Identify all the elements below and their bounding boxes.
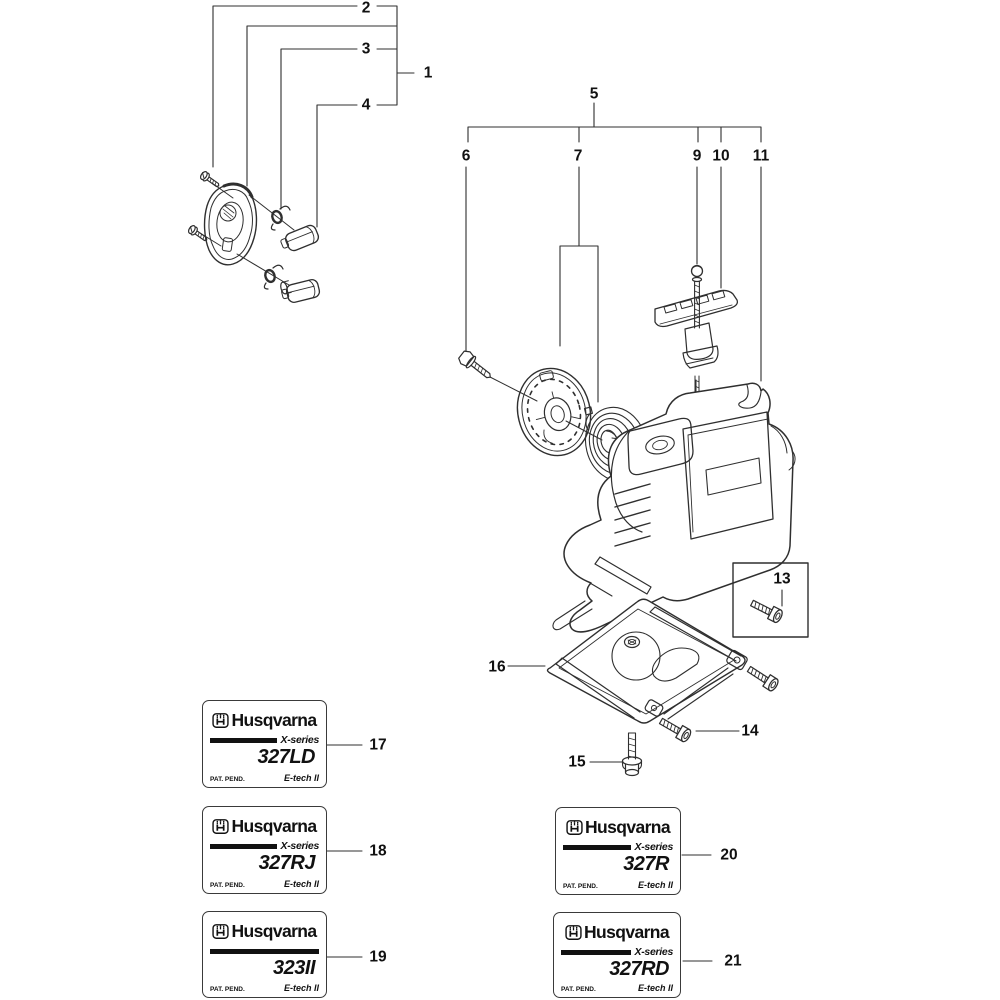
husqvarna-logo-icon [212, 818, 229, 835]
decal-323ii [202, 911, 327, 998]
decal-pat-pend: PAT. PEND. [210, 776, 245, 783]
decal-series: X-series [280, 840, 319, 852]
decal-brand: Husqvarna [231, 710, 317, 730]
callout-1: 1 [423, 64, 433, 82]
decal-327r [555, 807, 681, 895]
decal-edition: E-tech II [283, 983, 319, 993]
mount-assembly-drawing [187, 170, 321, 305]
decal-edition: E-tech II [637, 983, 673, 993]
callout-20: 20 [720, 846, 738, 864]
callout-15: 15 [568, 753, 586, 771]
screw-15-drawing [623, 733, 642, 776]
callout-5: 5 [589, 85, 599, 103]
decal-brand-row [210, 710, 319, 731]
decal-bar [563, 845, 631, 850]
decal-brand: Husqvarna [231, 816, 317, 836]
decal-pat-pend: PAT. PEND. [561, 986, 596, 993]
decal-brand-row [210, 816, 319, 837]
callout-18: 18 [369, 842, 387, 860]
decal-brand-row [210, 921, 319, 942]
decal-model: 323II [273, 957, 315, 979]
husqvarna-logo-icon [212, 712, 229, 729]
husqvarna-logo-icon [565, 924, 582, 941]
callout-10: 10 [712, 147, 730, 165]
decal-327rj [202, 806, 327, 894]
decal-model: 327LD [257, 746, 315, 768]
decal-brand-row [563, 817, 673, 838]
starter-housing-drawing [553, 383, 795, 632]
decal-brand-row [561, 922, 673, 943]
callout-3: 3 [361, 40, 371, 58]
decal-model: 327R [623, 853, 669, 875]
callout-21: 21 [724, 952, 742, 970]
decal-bar [210, 738, 277, 743]
callout-2: 2 [361, 0, 371, 17]
decal-brand: Husqvarna [584, 817, 671, 837]
decal-edition: E-tech II [283, 773, 319, 783]
decal-bar [210, 844, 277, 849]
decal-edition: E-tech II [283, 879, 319, 889]
callout-9: 9 [692, 147, 702, 165]
callout-16: 16 [488, 658, 506, 676]
decal-bar [561, 950, 631, 955]
decal-brand: Husqvarna [583, 922, 670, 942]
callout-11: 11 [752, 147, 770, 165]
decal-series: X-series [634, 841, 673, 853]
husqvarna-logo-icon [566, 819, 583, 836]
decal-327ld [202, 700, 327, 788]
decal-bar [210, 949, 319, 954]
decal-327rd [553, 912, 681, 998]
starter-bolt-drawing [457, 349, 495, 383]
callout-4: 4 [361, 96, 371, 114]
decal-series: X-series [280, 734, 319, 746]
callout-13: 13 [773, 570, 791, 588]
callout-17: 17 [369, 736, 387, 754]
decal-pat-pend: PAT. PEND. [563, 883, 598, 890]
husqvarna-logo-icon [212, 923, 229, 940]
callout-14: 14 [741, 722, 759, 740]
decal-series: X-series [634, 946, 673, 958]
callout-6: 6 [461, 147, 471, 165]
decal-model: 327RJ [258, 852, 315, 874]
decal-pat-pend: PAT. PEND. [210, 882, 245, 889]
callout-7: 7 [573, 147, 583, 165]
decal-edition: E-tech II [637, 880, 673, 890]
decal-pat-pend: PAT. PEND. [210, 986, 245, 993]
decal-model: 327RD [609, 958, 669, 980]
callout-19: 19 [369, 948, 387, 966]
decal-brand: Husqvarna [231, 921, 317, 941]
